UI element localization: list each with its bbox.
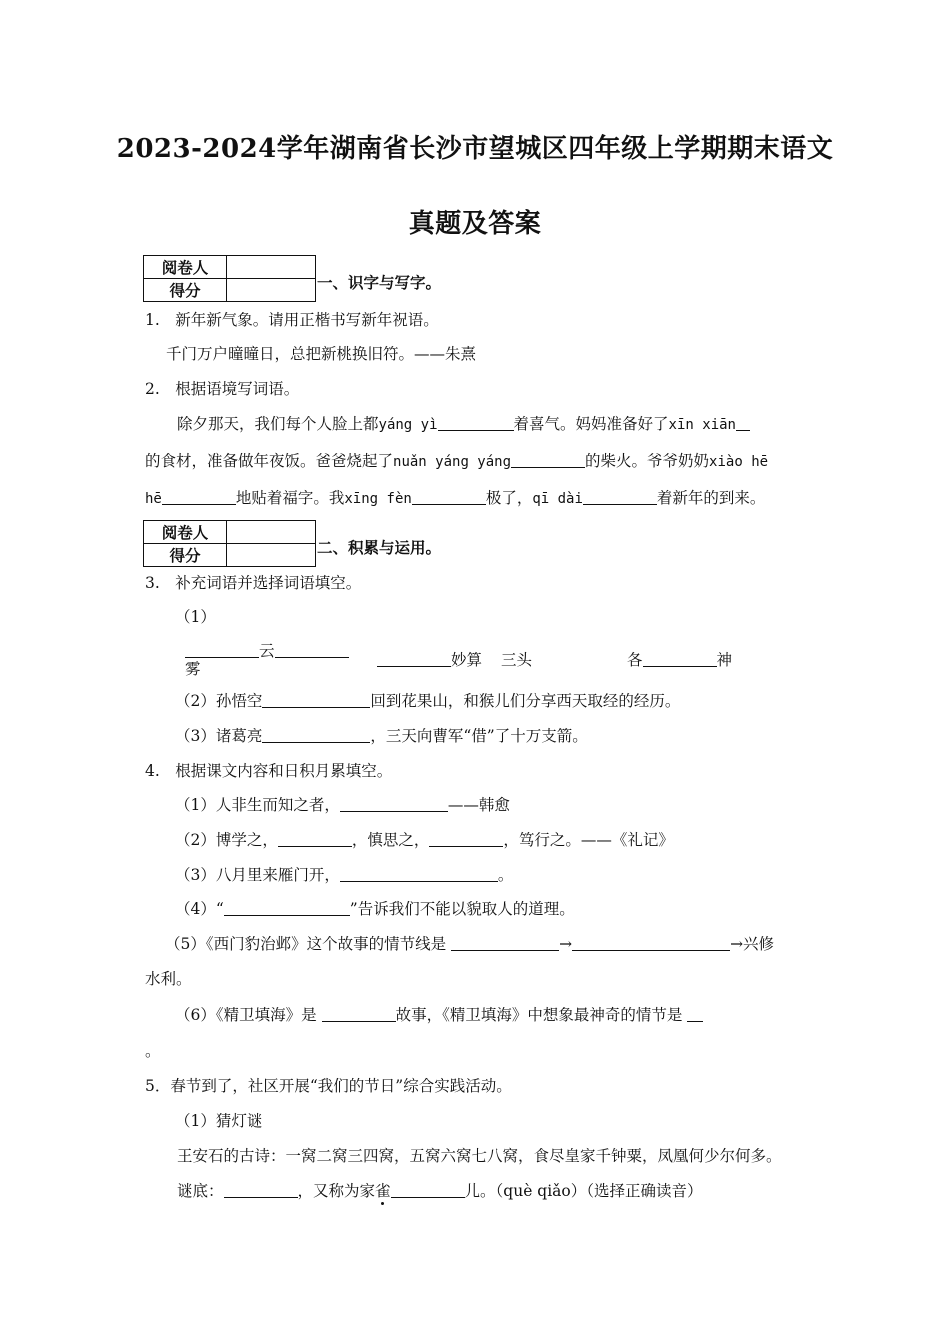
idiom-blank-4: 各 神 (627, 651, 733, 669)
idiom-word-wu: 雾 (185, 660, 201, 678)
question-1-poem: 千门万户曈曈日，总把新桃换旧符。——朱熹 (166, 345, 477, 363)
score-label: 得分 (144, 544, 227, 567)
reviewer-field[interactable] (227, 256, 316, 279)
blank[interactable] (391, 1181, 465, 1198)
blank[interactable] (340, 865, 498, 882)
question-4-part-6: （6）《精卫填海》是 故事，《精卫填海》中想象最神奇的情节是 (175, 1004, 703, 1026)
blank[interactable] (224, 1181, 298, 1198)
grader-box (143, 520, 316, 567)
idiom-word-santou: 三头 (501, 651, 533, 669)
question-4-part-6-cont: 。 (145, 1042, 161, 1060)
question-4-part-5-cont: 水利。 (145, 970, 192, 988)
question-4-stem: 4. 根据课文内容和日积月累填空。 (145, 762, 393, 780)
blank[interactable] (224, 899, 350, 916)
blank[interactable] (412, 488, 486, 505)
grader-box (143, 255, 316, 302)
page-title: 2023-2024学年湖南省长沙市望城区四年级上学期期末语文 (116, 134, 834, 164)
section-heading-2: 二、积累与运用。 (317, 538, 442, 557)
question-5-stem: 5．春节到了，社区开展“我们的节日”综合实践活动。 (145, 1077, 512, 1095)
blank[interactable] (262, 691, 370, 708)
reviewer-field[interactable] (227, 521, 316, 544)
idiom-blank-2: 妙算 (377, 649, 482, 671)
question-3-part-3: （3）诸葛亮 ，三天向曹军“借”了十万支箭。 (175, 727, 588, 745)
blank[interactable] (429, 830, 503, 847)
blank[interactable] (275, 641, 349, 658)
blank[interactable] (583, 488, 657, 505)
reviewer-label: 阅卷人 (144, 521, 227, 544)
blank[interactable] (438, 414, 514, 431)
blank[interactable] (451, 934, 559, 951)
page-title-line2: 真题及答案 (408, 209, 542, 239)
score-field[interactable] (227, 279, 316, 302)
blank[interactable] (643, 650, 717, 667)
question-3-stem: 3. 补充词语并选择词语填空。 (145, 574, 362, 592)
question-4-part-3: （3）八月里来雁门开， 。 (175, 866, 514, 884)
question-2-stem: 2. 根据语境写词语。 (145, 380, 300, 398)
question-2-line-1: 除夕那天，我们每个人脸上都yáng yì 着喜气。妈妈准备好了xīn xiān (177, 413, 750, 436)
blank[interactable] (185, 641, 259, 658)
score-label: 得分 (144, 279, 227, 302)
blank[interactable] (278, 830, 352, 847)
question-4-part-2: （2）博学之， ，慎思之， ，笃行之。——《礼记》 (175, 831, 674, 849)
reviewer-label: 阅卷人 (144, 256, 227, 279)
blank[interactable] (511, 451, 585, 468)
blank[interactable] (377, 650, 451, 667)
question-4-part-1: （1）人非生而知之者， ——韩愈 (175, 796, 510, 814)
question-4-part-5: （5）《西门豹治邺》这个故事的情节线是 → →兴修 (165, 935, 775, 953)
section-heading-1: 一、识字与写字。 (317, 273, 442, 292)
question-5-answer: 谜底： ，又称为家雀 儿。（què qiǎo）（选择正确读音） (177, 1182, 703, 1200)
question-3-part-1: （1） (175, 608, 216, 626)
blank[interactable] (340, 795, 448, 812)
question-5-part-1: （1）猜灯谜 (175, 1112, 263, 1130)
blank[interactable] (687, 1005, 703, 1022)
question-4-part-4: （4）“ ”告诉我们不能以貌取人的道理。 (175, 900, 575, 918)
blank[interactable] (262, 726, 370, 743)
score-field[interactable] (227, 544, 316, 567)
question-1-stem: 1. 新年新气象。请用正楷书写新年祝语。 (145, 311, 439, 329)
question-2-line-3: hē 地贴着福字。我xīng fèn 极了，qī dài 着新年的到来。 (145, 489, 766, 507)
idiom-blank-row: 云 (185, 640, 349, 662)
blank[interactable] (572, 934, 730, 951)
blank[interactable] (322, 1005, 396, 1022)
question-5-riddle: 王安石的古诗：一窝二窝三四窝，五窝六窝七八窝，食尽皇家千钟粟，凤凰何少尔何多。 (177, 1147, 782, 1165)
question-2-line-2: 的食材，准备做年夜饭。爸爸烧起了nuǎn yáng yáng 的柴火。爷爷奶奶xiào hē (145, 452, 769, 470)
blank[interactable] (736, 414, 750, 431)
blank[interactable] (162, 488, 236, 505)
question-3-part-2: （2）孙悟空 回到花果山，和猴儿们分享西天取经的经历。 (175, 692, 681, 710)
